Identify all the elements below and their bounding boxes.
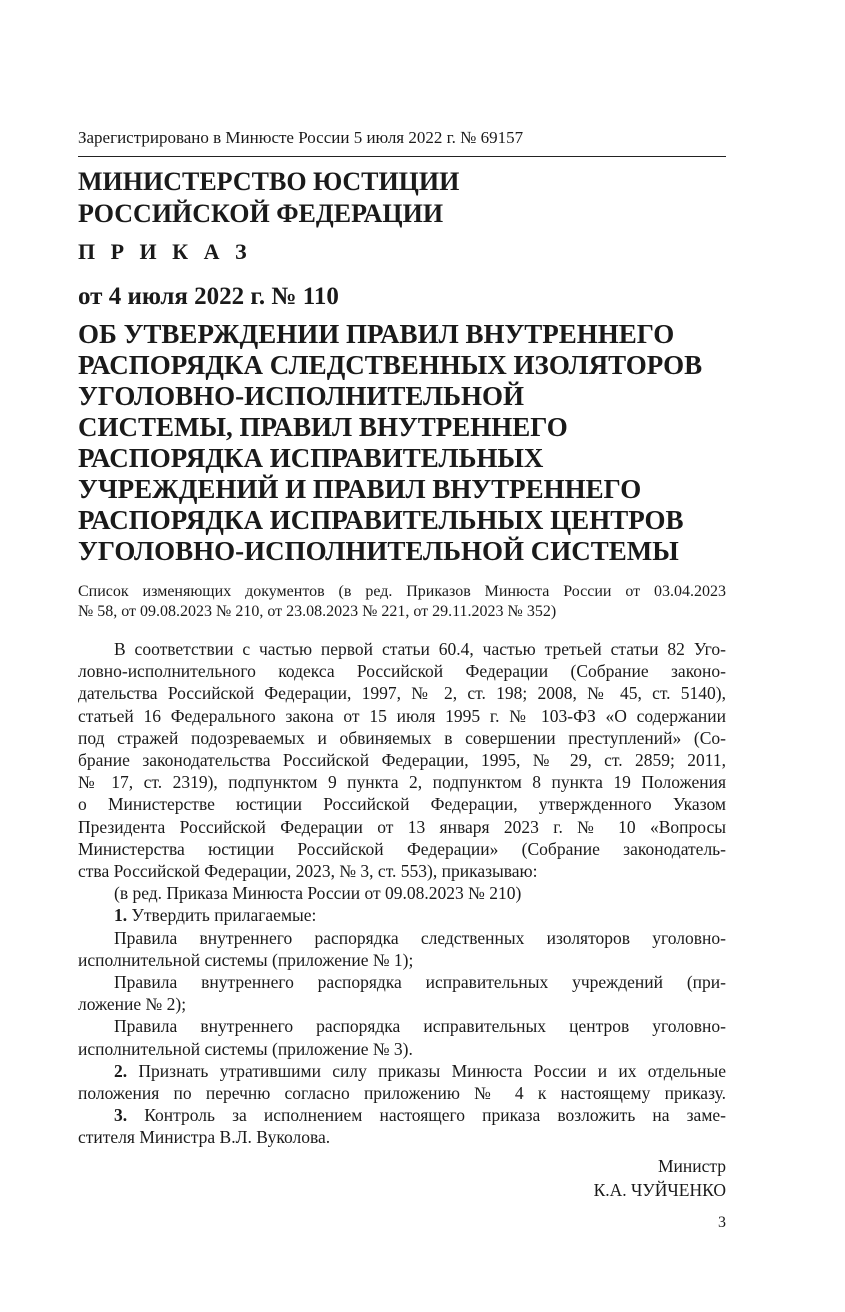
preamble-line: Министерства юстиции Российской Федерации» (Собрание законодатель- — [78, 838, 726, 859]
item-number: 3. — [114, 1105, 128, 1126]
rule-1-line: Правила внутреннего распорядка следственных изоляторов уголовно- — [114, 927, 726, 948]
title-line: РАСПОРЯДКА СЛЕДСТВЕННЫХ ИЗОЛЯТОРОВ — [78, 350, 703, 380]
ministry-line: РОССИЙСКОЙ ФЕДЕРАЦИИ — [78, 199, 444, 228]
item-3-line: стителя Министра В.Л. Вуколова. — [78, 1127, 331, 1148]
item-2-line: положения по перечню согласно приложению № 4 к настоящему приказу. — [78, 1083, 726, 1104]
title-line: УЧРЕЖДЕНИЙ И ПРАВИЛ ВНУТРЕННЕГО — [78, 474, 642, 504]
item-2 — [78, 1060, 726, 1082]
page-number: 3 — [718, 1214, 726, 1231]
amendments-line: № 58, от 09.08.2023 № 210, от 23.08.2023 № 221, от 29.11.2023 № 352) — [78, 603, 557, 620]
item-text: Контроль за исполнением настоящего приказа возложить на заме- — [127, 1105, 726, 1126]
registration-note: Зарегистрировано в Минюсте России 5 июля 2022 г. № 69157 — [78, 128, 524, 147]
item-1 — [78, 904, 726, 926]
ministry-name — [78, 166, 459, 230]
title-line: СИСТЕМЫ, ПРАВИЛ ВНУТРЕННЕГО — [78, 412, 568, 442]
title-line: ОБ УТВЕРЖДЕНИИ ПРАВИЛ ВНУТРЕННЕГО — [78, 319, 675, 349]
title-line: РАСПОРЯДКА ИСПРАВИТЕЛЬНЫХ — [78, 443, 544, 473]
document-title — [78, 319, 702, 567]
rule-2-line: Правила внутреннего распорядка исправительных учреждений (при- — [114, 972, 726, 993]
signature-block — [594, 1154, 726, 1202]
edition-note: (в ред. Приказа Минюста России от 09.08.2023 № 210) — [114, 883, 522, 904]
preamble-line: дательства Российской Федерации, 1997, № 2, ст. 198; 2008, № 45, ст. 5140), — [78, 683, 726, 704]
item-number: 2. — [114, 1060, 128, 1081]
signatory-position: Министр — [657, 1156, 726, 1176]
preamble-line: № 17, ст. 2319), подпунктом 9 пункта 2, подпунктом 8 пункта 19 Положения — [78, 772, 726, 793]
preamble-line: В соответствии с частью первой статьи 60.4, частью третьей статьи 82 Уго- — [114, 639, 726, 659]
rule-2-line: ложение № 2); — [78, 994, 187, 1015]
amendments-line: Список изменяющих документов (в ред. Приказов Минюста России от 03.04.2023 — [78, 583, 726, 600]
preamble-line: брание законодательства Российской Федерации, 1995, № 29, ст. 2859; 2011, — [78, 750, 726, 771]
amendments-list — [78, 582, 726, 622]
preamble-line: ловно-исполнительного кодекса Российской Федерации (Собрание законо- — [78, 661, 726, 682]
signatory-name: К.А. ЧУЙЧЕНКО — [593, 1180, 726, 1200]
rule-3-line: Правила внутреннего распорядка исправительных центров уголовно- — [114, 1016, 726, 1037]
header-divider — [78, 156, 726, 157]
title-line: УГОЛОВНО-ИСПОЛНИТЕЛЬНОЙ СИСТЕМЫ — [78, 536, 679, 566]
item-text: Утвердить прилагаемые: — [127, 905, 317, 926]
preamble-line: о Министерстве юстиции Российской Федерации, утвержденного Указом — [78, 794, 726, 815]
item-3 — [78, 1104, 726, 1126]
preamble-line: ства Российской Федерации, 2023, № 3, ст. 553), приказываю: — [78, 861, 538, 882]
item-number: 1. — [114, 905, 128, 926]
preamble-line: статьей 16 Федерального закона от 15 июля 1995 г. № 103-ФЗ «О содержании — [78, 705, 726, 726]
rule-1-line: исполнительной системы (приложение № 1); — [78, 949, 414, 970]
order-date-number: от 4 июля 2022 г. № 110 — [78, 283, 339, 310]
order-label: П Р И К А З — [78, 239, 252, 264]
title-line: РАСПОРЯДКА ИСПРАВИТЕЛЬНЫХ ЦЕНТРОВ — [78, 505, 684, 535]
ministry-line: МИНИСТЕРСТВО ЮСТИЦИИ — [78, 167, 460, 196]
order-body — [78, 638, 726, 1149]
item-text: Признать утратившими силу приказы Минюста России и их отдельные — [127, 1060, 726, 1081]
rule-3-line: исполнительной системы (приложение № 3). — [78, 1038, 413, 1059]
preamble-line: под стражей подозреваемых и обвиняемых в совершении преступлений» (Со- — [78, 727, 726, 748]
preamble-line: Президента Российской Федерации от 13 января 2023 г. № 10 «Вопросы — [78, 816, 726, 837]
title-line: УГОЛОВНО-ИСПОЛНИТЕЛЬНОЙ — [78, 381, 525, 411]
